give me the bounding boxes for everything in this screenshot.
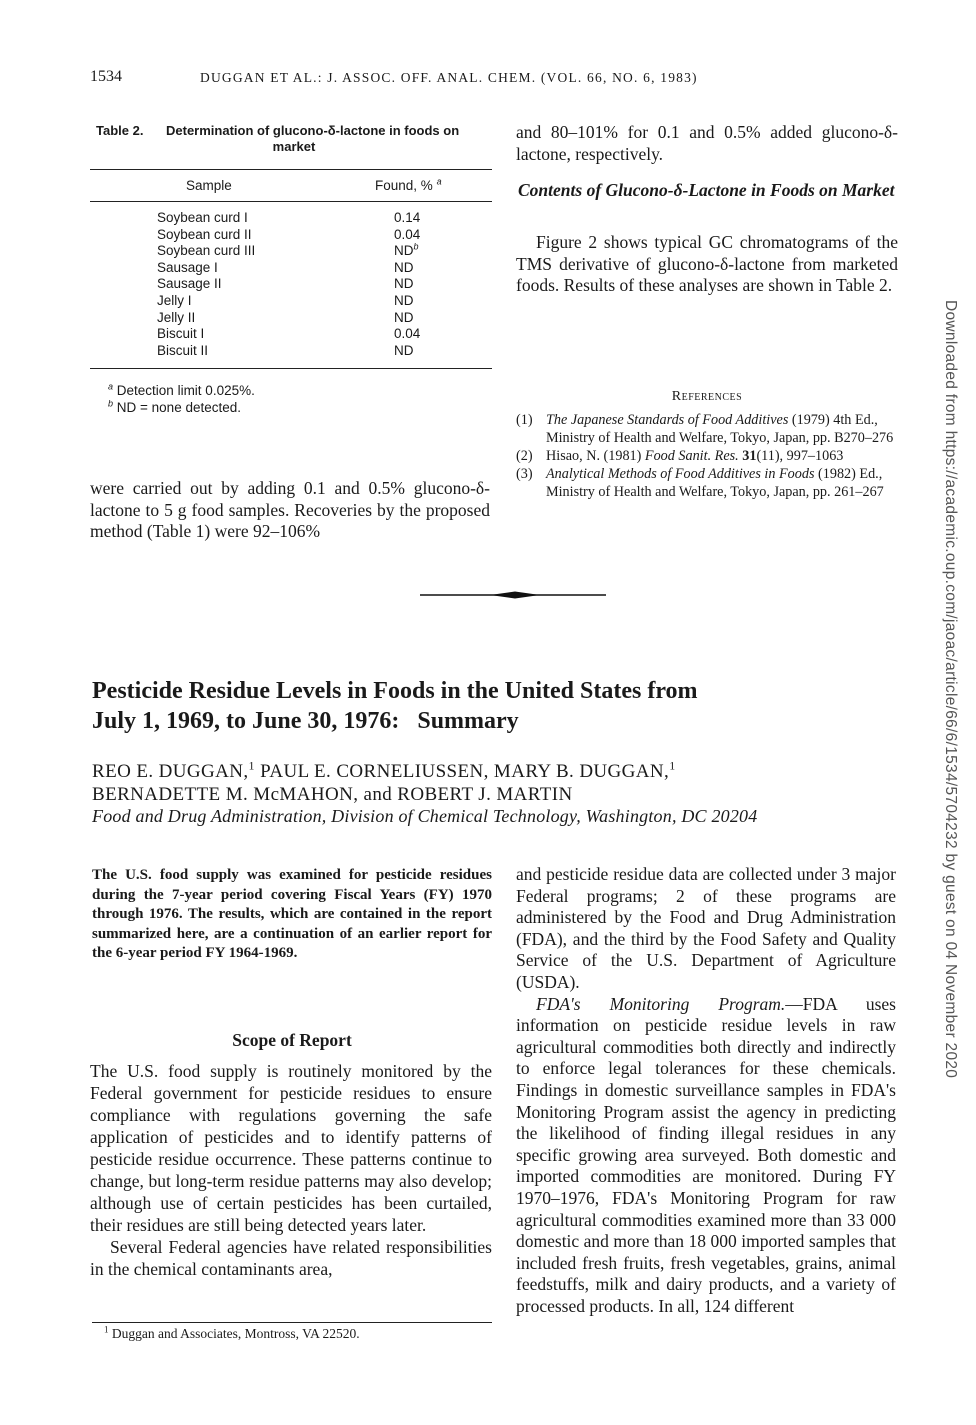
table-row <box>157 343 457 360</box>
section-paragraph: Figure 2 shows typical GC chromatograms of the TMS derivative of glucono-δ-lactone from marketed foods. Results of these analyses are shown in Table 2. <box>516 232 898 295</box>
table-row <box>157 293 457 310</box>
page-number: 1534 <box>90 68 122 85</box>
table-cell-found: 0.04 <box>394 226 421 242</box>
table-row <box>157 260 457 277</box>
table-header-found-label: Found, % <box>375 178 433 193</box>
table-row <box>157 210 457 227</box>
article-divider-ornament <box>420 588 606 602</box>
table-row <box>157 326 457 343</box>
table-cell-found: ND <box>394 342 414 358</box>
table-cell-found: ND <box>394 309 414 325</box>
table-header-found <box>375 178 442 193</box>
table-row <box>157 227 457 244</box>
table-bottom-rule <box>90 368 492 369</box>
table-header-found-sup: a <box>436 176 442 187</box>
section-heading: Contents of Glucono-δ-Lactone in Foods on Market <box>518 180 895 200</box>
footnote: $^1$ Duggan and Associates, Montross, VA 22520. <box>104 1324 360 1341</box>
table-title-line1: Determination of glucono-δ-lactone in foods on <box>166 123 460 138</box>
reference-item: (2) Hisao, N. (1981) Food Sanit. Res. 31(11), 997–1063 <box>516 448 844 464</box>
table-cell-sample: Soybean curd II <box>157 226 252 242</box>
scope-paragraph-2: Several Federal agencies have related responsibilities in the chemical contaminants area, <box>90 1237 492 1279</box>
table-label: Table 2. <box>96 123 144 138</box>
references-list <box>516 411 898 501</box>
right-paragraph-1: and pesticide residue data are collected under 3 major Federal programs; 2 of these programs are administered by the Food and Drug Administration (FDA), and the third by the Food Safety and Quality Service of the U.S. Department of Agriculture (USDA). <box>516 864 896 992</box>
table-cell-sample: Soybean curd III <box>157 243 256 259</box>
table-cell-sample: Biscuit I <box>157 326 205 342</box>
table-row <box>157 276 457 293</box>
right-paragraph-2: FDA's Monitoring Program.—FDA uses information on pesticide residue levels in raw agricultural commodities both directly and indirectly to enforce legal tolerances for these chemicals. Findings in domestic surveillance samples in FDA's Monitoring Program assist the agency in predicting the likelihood of finding illegal residues in any specific growing area surveyed. Both domestic and imported commodities are monitored. During FY 1970–1976, FDA's Monitoring Program for raw agricultural commodities examined more than 33 000 domestic and more than 18 000 imported samples that included fresh fruits, fresh vegetables, grains, animal feedstuffs, milk and dairy products, and a variety of processed products. In all, 124 different <box>516 993 896 1316</box>
table-cell-found: ND <box>394 292 414 308</box>
table-cell-found: 0.04 <box>394 326 421 342</box>
references-heading: References <box>671 389 743 404</box>
table-header-sample: Sample <box>186 178 232 193</box>
right-continuation-text: and 80–101% for 0.1 and 0.5% added glucono-δ-lactone, respectively. <box>516 122 898 164</box>
running-header: DUGGAN ET AL.: J. ASSOC. OFF. ANAL. CHEM. (VOL. 66, NO. 6, 1983) <box>200 70 698 85</box>
table-cell-sample: Jelly II <box>157 309 196 325</box>
table-note-b: $^b$ ND = none detected. <box>108 398 241 415</box>
table-note-a: $^a$ Detection limit 0.025%. <box>108 381 255 398</box>
article-authors: REO E. DUGGAN,$^1$ PAUL E. CORNELIUSSEN, MARY B. DUGGAN,$^1$ BERNADETTE M. McMAHON, and ROBERT J. MARTIN <box>92 758 676 805</box>
table-footnotes <box>108 382 255 416</box>
table-cell-sample: Sausage I <box>157 259 218 275</box>
article-affiliation: Food and Drug Administration, Division of Chemical Technology, Washington, DC 20204 <box>92 806 758 826</box>
table-cell-sample: Jelly I <box>157 292 192 308</box>
download-watermark: Downloaded from https://academic.oup.com/jaoac/article/66/6/1534/5704232 by guest on 04 November 2020 <box>942 300 959 1079</box>
abstract: The U.S. food supply was examined for pesticide residues during the 7-year period covering Fiscal Years (FY) 1970 through 1976. The results, which are contained in the report summarized here, are a continuation of an earlier report for the 6-year period FY 1964-1969. <box>92 867 492 961</box>
table-caption <box>96 123 492 155</box>
table-cell-sample: Sausage II <box>157 276 222 292</box>
table-cell-found: $ND^b$ <box>394 241 419 259</box>
footnote-rule <box>92 1322 492 1323</box>
table-top-rule <box>90 169 492 170</box>
table-cell-sample: Biscuit II <box>157 342 209 358</box>
table-header-rule <box>90 201 492 202</box>
reference-item: (1) The Japanese Standards of Food Additives (1979) 4th Ed., Ministry of Health and Welfare, Tokyo, Japan, pp. B270–276 <box>516 412 894 446</box>
table-row <box>157 243 457 260</box>
table-cell-found: 0.14 <box>394 210 421 225</box>
table-title-line2: market <box>272 139 316 154</box>
table-cell-found: ND <box>394 259 414 275</box>
table-cell-found: ND <box>394 276 414 292</box>
article-title: Pesticide Residue Levels in Foods in the United States from July 1, 1969, to June 30, 1976: Summary <box>92 678 698 734</box>
left-continuation-text: were carried out by adding 0.1 and 0.5% glucono-δ-lactone to 5 g food samples. Recoveries by the proposed method (Table 1) were 92–106% <box>90 478 490 541</box>
scope-paragraph-1: The U.S. food supply is routinely monitored by the Federal government for pesticide residues to ensure compliance with regulations governing the safe application of pesticides and to identify patterns of pesticide residue occurrence. These patterns continue to change, but long-term residue patterns may also develop; although use of certain pesticides has been curtailed, their residues are still being detected years later. <box>90 1061 492 1235</box>
table-cell-sample: Soybean curd I <box>157 210 248 225</box>
table-row <box>157 310 457 327</box>
table-body <box>157 210 457 359</box>
scope-body <box>90 1060 492 1280</box>
right-column-body <box>516 864 896 1317</box>
reference-item: (3) Analytical Methods of Food Additives in Foods (1982) Ed., Ministry of Health and Welfare, Tokyo, Japan, pp. 261–267 <box>516 466 884 500</box>
scope-heading: Scope of Report <box>232 1030 352 1050</box>
